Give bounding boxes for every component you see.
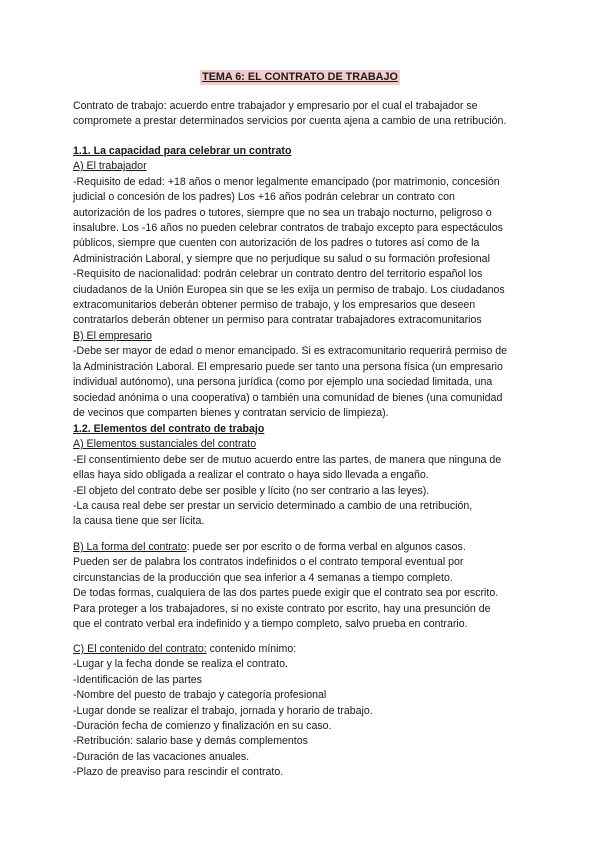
text-line: contratarlos deberán obtener un permiso para contratar trabajadores extracomunitarios — [73, 314, 482, 327]
text-line: ellas haya sido obligada a realizar el contrato o haya sido llevada a engaño. — [73, 469, 429, 482]
forma-del-contrato — [73, 540, 535, 632]
inline-text: : puede ser por escrito o de forma verbal en algunos casos. — [186, 541, 466, 553]
contenido-del-contrato — [73, 642, 535, 781]
list-item: -Duración fecha de comienzo y finalización en su caso. — [73, 720, 332, 733]
section-heading: 1.1. La capacidad para celebrar un contrato — [73, 145, 292, 157]
text-line: autorización de los padres o tutores, siempre que no sea un trabajo nocturno, peligroso o — [73, 206, 492, 219]
title-container — [0, 70, 600, 85]
text-line: judicial o concesión de los padres) Los +16 años podrán celebrar un contrato con — [73, 191, 455, 204]
text-line: circunstancias de la producción que sea inferior a 4 semanas a tiempo completo. — [73, 571, 453, 584]
text-line: -La causa real debe ser prestar un servicio determinado a cambio de una retribución, — [73, 500, 473, 513]
subsection-title: C) El contenido del contrato: — [73, 643, 207, 655]
text-line: compromete a prestar determinados servicios por cuenta ajena a cambio de una retribución. — [73, 115, 507, 128]
section-elementos — [73, 422, 535, 530]
text-line: individual autónomo), una persona jurídica (como por ejemplo una sociedad limitada, una — [73, 376, 493, 389]
text-line: -Debe ser mayor de edad o menor emancipado. Si es extracomunitario requerirá permiso de — [73, 345, 507, 358]
text-line: ciudadanos de la Unión Europea sin que se les exija un permiso de trabajo. Los ciudadanos — [73, 283, 505, 296]
list-item: -Nombre del puesto de trabajo y categoría profesional — [73, 689, 327, 702]
text-line: que el contrato verbal era indefinido y a tiempo completo, salvo prueba en contrario. — [73, 618, 468, 631]
text-line — [73, 540, 535, 555]
inline-text: contenido mínimo: — [206, 643, 297, 655]
text-line: Pueden ser de palabra los contratos indefinidos o el contrato temporal eventual por — [73, 556, 464, 569]
text-line: sociedad anónima o una cooperativa) o también una comunidad de bienes (una comunidad — [73, 391, 503, 404]
section-heading: 1.2. Elementos del contrato de trabajo — [73, 423, 265, 435]
subsection-title: A) Elementos sustanciales del contrato — [73, 438, 257, 451]
text-line: extracomunitarios deberán obtener permiso de trabajo, y los empresarios que deseen — [73, 299, 476, 312]
text-line: -Requisito de edad: +18 años o menor legalmente emancipado (por matrimonio, concesión — [73, 175, 500, 188]
subsection-title: B) El empresario — [73, 329, 152, 342]
list-item: -Duración de las vacaciones anuales. — [73, 750, 250, 763]
text-line: -El consentimiento debe ser de mutuo acuerdo entre las partes, de manera que ninguna de — [73, 453, 502, 466]
subsection-title: A) El trabajador — [73, 160, 147, 173]
text-line: insalubre. Los -16 años no pueden celebrar contratos de trabajo excepto para espectáculos — [73, 222, 503, 235]
text-line: de vecinos que comparten bienes y contratan servicio de limpieza). — [73, 406, 389, 419]
text-line — [73, 642, 535, 657]
subsection-title: B) La forma del contrato — [73, 541, 187, 553]
list-item: -Plazo de preaviso para rescindir el contrato. — [73, 766, 284, 779]
text-line: la Administración Laboral. El empresario puede ser tanto una persona física (un empresario — [73, 360, 503, 373]
document-title: TEMA 6: EL CONTRATO DE TRABAJO — [200, 70, 400, 85]
text-line: -El objeto del contrato debe ser posible y lícito (no ser contrario a las leyes). — [73, 484, 430, 497]
text-line: -Requisito de nacionalidad: podrán celebrar un contrato dentro del territorio español los — [73, 268, 483, 281]
text-line: públicos, siempre que cuenten con autorización de los padres o tutores así como de la — [73, 237, 480, 250]
list-item: -Lugar y la fecha donde se realiza el contrato. — [73, 658, 288, 671]
intro-paragraph — [73, 99, 535, 130]
list-item: -Lugar donde se realizar el trabajo, jornada y horario de trabajo. — [73, 704, 373, 717]
section-capacidad — [73, 144, 535, 421]
text-line: Contrato de trabajo: acuerdo entre trabajador y empresario por el cual el trabajador se — [73, 100, 478, 112]
text-line: Administración Laboral, y siempre que no perjudique su salud o su formación profesional — [73, 252, 490, 265]
text-line: la causa tiene que ser lícita. — [73, 515, 205, 528]
text-line: Para proteger a los trabajadores, si no existe contrato por escrito, hay una presunción de — [73, 602, 491, 615]
list-item: -Identificación de las partes — [73, 673, 202, 686]
list-item: -Retribución: salario base y demás complementos — [73, 735, 308, 748]
text-line: De todas formas, cualquiera de las dos partes puede exigir que el contrato sea por escrito. — [73, 587, 499, 600]
